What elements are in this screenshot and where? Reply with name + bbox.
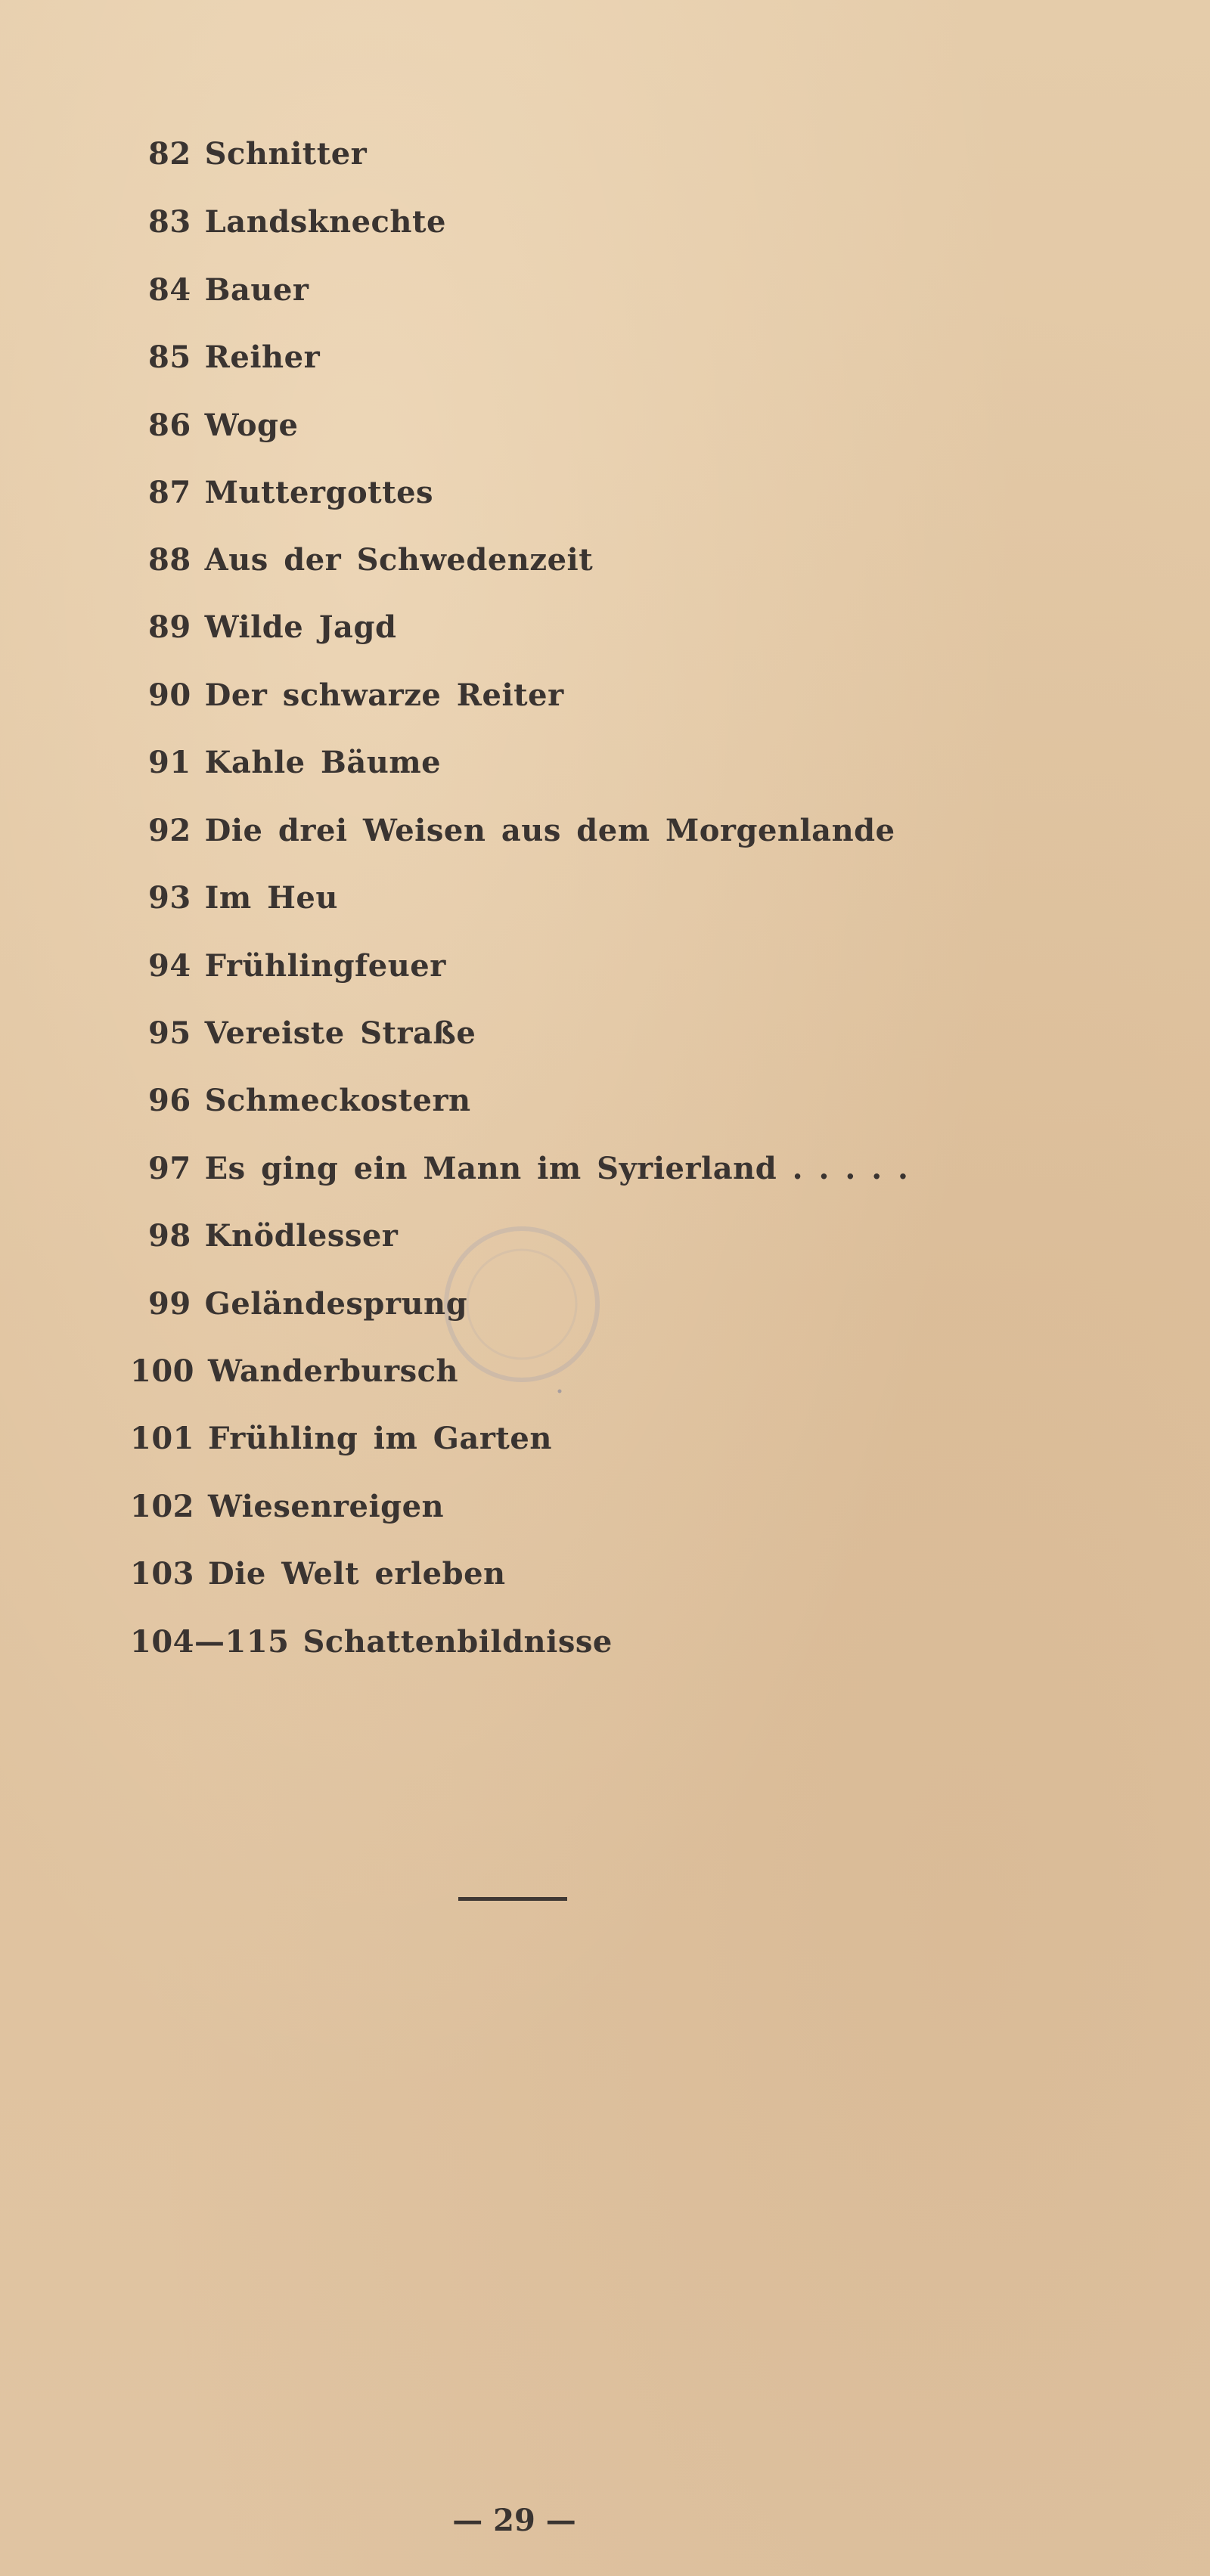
entry-title: Schattenbildnisse (302, 1624, 613, 1660)
list-item (148, 335, 320, 380)
entry-number: 93 (148, 880, 191, 916)
entry-title: Es ging ein Mann im Syrierland . . . . . (204, 1151, 909, 1186)
list-item (130, 1620, 613, 1665)
entry-number: 98 (148, 1218, 191, 1254)
list-item (148, 673, 564, 718)
list-item (148, 268, 309, 313)
entry-number: 94 (148, 948, 191, 984)
page-number: — 29 — (452, 2503, 576, 2538)
entry-title: Wiesenreigen (208, 1489, 445, 1524)
entry-number: 89 (148, 609, 191, 645)
entry-title: Der schwarze Reiter (204, 677, 564, 713)
entry-title: Die Welt erleben (208, 1556, 506, 1592)
entry-title: Die drei Weisen aus dem Morgenlande (204, 813, 895, 848)
entry-number: 96 (148, 1083, 191, 1118)
entry-number: 82 (148, 136, 191, 172)
entry-number: 87 (148, 475, 191, 510)
list-item (148, 740, 441, 786)
entry-title: Schnitter (204, 136, 368, 172)
entry-number: 95 (148, 1015, 191, 1051)
list-item (148, 1282, 467, 1327)
entry-number: 97 (148, 1151, 191, 1186)
list-item (148, 403, 298, 448)
list-item (148, 876, 338, 921)
entry-number: 104—115 (130, 1624, 290, 1660)
list-item (148, 605, 396, 650)
list-item (148, 944, 446, 989)
divider-rule (458, 1897, 567, 1901)
list-item (130, 1551, 506, 1597)
list-item (148, 470, 433, 516)
entry-title: Geländesprung (204, 1286, 468, 1322)
entry-number: 99 (148, 1286, 191, 1322)
entry-title: Im Heu (204, 880, 338, 916)
entry-number: 100 (130, 1353, 194, 1389)
list-item (130, 1416, 552, 1462)
list-item (148, 1214, 398, 1259)
entry-title: Frühlingfeuer (204, 948, 446, 984)
entry-number: 85 (148, 339, 191, 375)
list-item (130, 1484, 444, 1530)
list-item (148, 538, 593, 583)
entry-title: Schmeckostern (204, 1083, 471, 1118)
entry-title: Wanderbursch (208, 1353, 459, 1389)
entry-title: Knödlesser (204, 1218, 399, 1254)
list-item (130, 1349, 458, 1394)
entry-title: Kahle Bäume (204, 745, 442, 780)
entry-title: Vereiste Straße (204, 1015, 476, 1051)
entry-number: 102 (130, 1489, 194, 1524)
entry-title: Bauer (204, 272, 309, 308)
entry-number: 92 (148, 813, 191, 848)
entry-title: Woge (204, 408, 299, 443)
entry-number: 84 (148, 272, 191, 308)
entry-number: 91 (148, 745, 191, 780)
entry-title: Wilde Jagd (204, 609, 397, 645)
entry-title: Landsknechte (204, 204, 446, 240)
entry-title: Muttergottes (204, 475, 434, 510)
entry-number: 86 (148, 408, 191, 443)
list-item (148, 1146, 908, 1192)
list-item (148, 808, 895, 854)
list-item (148, 1011, 476, 1056)
entry-number: 83 (148, 204, 191, 240)
list-item (148, 1078, 471, 1124)
entry-number: 90 (148, 677, 191, 713)
list-item (148, 132, 367, 177)
entry-number: 88 (148, 542, 191, 578)
entry-number: 103 (130, 1556, 194, 1592)
entry-title: Frühling im Garten (208, 1421, 552, 1456)
entry-number: 101 (130, 1421, 194, 1456)
list-item (148, 200, 446, 245)
entry-title: Reiher (204, 339, 321, 375)
entry-title: Aus der Schwedenzeit (204, 542, 594, 578)
